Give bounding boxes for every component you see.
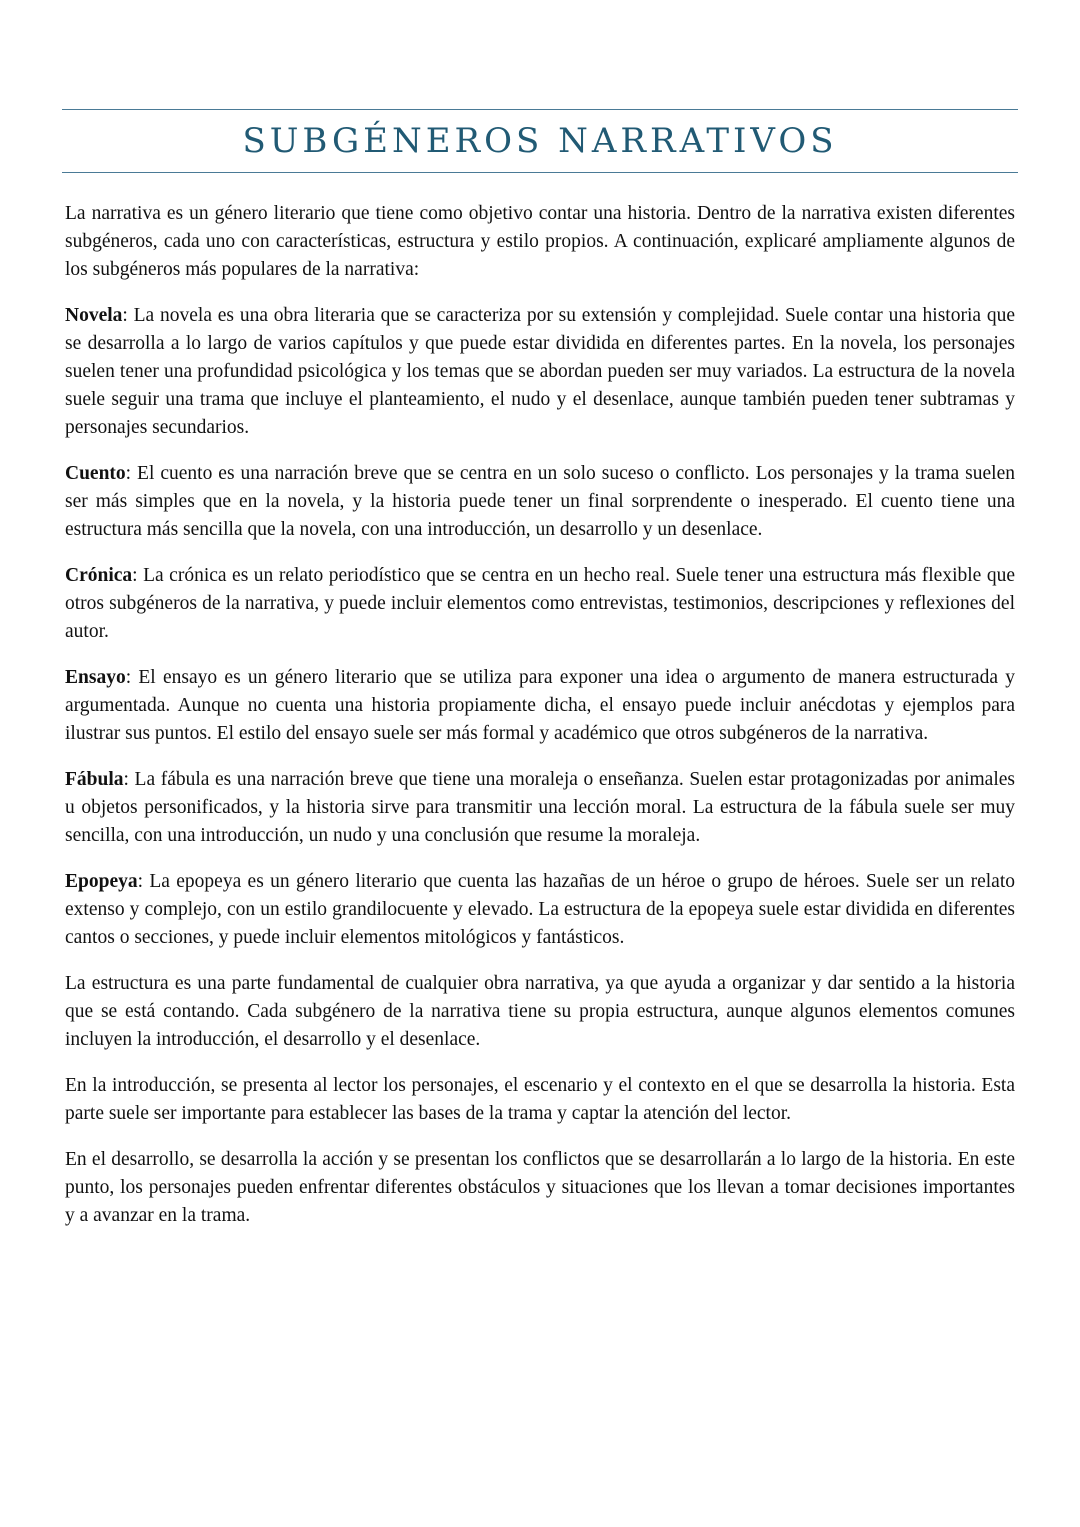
term-novela: Novela [65,305,123,326]
definition-cronica: La crónica es un relato periodístico que se centra en un hecho real. Suele tener una estructura más flexible que otros subgéneros de la narrativa, y puede incluir elementos como entrevistas, testimonios, descripciones y reflexiones del autor. [65,565,1015,642]
term-cronica: Crónica [65,565,133,586]
paragraph-novela [65,302,1015,442]
colon: : [137,871,144,892]
colon: : [125,463,132,484]
closing-paragraph-development: En el desarrollo, se desarrolla la acción y se presentan los conflictos que se desarrollarán a lo largo de la historia. En este punto, los personajes pueden enfrentar diferentes obstáculos y situaciones que los llevan a tomar decisiones importantes y a avanzar en la trama. [65,1149,1015,1226]
term-ensayo: Ensayo [65,667,126,688]
colon: : [125,667,132,688]
term-fabula: Fábula [65,769,124,790]
definition-cuento: El cuento es una narración breve que se centra en un solo suceso o conflicto. Los personajes y la trama suelen ser más simples que en la novela, y la historia puede tener un final sorprendente o inesperado. El cuento tiene una estructura más sencilla que la novela, con una introducción, un desarrollo y un desenlace. [65,463,1015,540]
definition-epopeya: La epopeya es un género literario que cuenta las hazañas de un héroe o grupo de héroes. Suele ser un relato extenso y complejo, con un estilo grandilocuente y elevado. La estructura de la epopeya suele estar dividida en diferentes cantos o secciones, y puede incluir elementos mitológicos y fantásticos. [65,871,1015,948]
page-title: SUBGÉNEROS NARRATIVOS [242,121,838,161]
paragraph-cuento [65,460,1015,544]
colon: : [123,769,129,790]
paragraph-epopeya [65,868,1015,952]
definition-novela: La novela es una obra literaria que se caracteriza por su extensión y complejidad. Suele contar una historia que se desarrolla a lo largo de varios capítulos y que puede estar dividida en diferentes partes. En la novela, los personajes suelen tener una profundidad psicológica y los temas que se abordan pueden ser muy variados. La estructura de la novela suele seguir una trama que incluye el planteamiento, el nudo y el desenlace, aunque también pueden tener subtramas y personajes secundarios. [65,305,1015,438]
closing-paragraph-structure: La estructura es una parte fundamental de cualquier obra narrativa, ya que ayuda a organizar y dar sentido a la historia que se está contando. Cada subgénero de la narrativa tiene su propia estructura, aunque algunos elementos comunes incluyen la introducción, el desarrollo y el desenlace. [65,973,1015,1050]
term-cuento: Cuento [65,463,126,484]
definition-ensayo: El ensayo es un género literario que se utiliza para exponer una idea o argumento de manera estructurada y argumentada. Aunque no cuenta una historia propiamente dicha, el ensayo puede incluir anécdotas y ejemplos para ilustrar sus puntos. El estilo del ensayo suele ser más formal y académico que otros subgéneros de la narrativa. [65,667,1015,744]
title-banner [62,109,1018,173]
paragraph-cronica [65,562,1015,646]
document-body [65,200,1015,1248]
paragraph-ensayo [65,664,1015,748]
paragraph-fabula [65,766,1015,850]
term-epopeya: Epopeya [65,871,138,892]
colon: : [132,565,138,586]
colon: : [122,305,128,326]
definition-fabula: La fábula es una narración breve que tiene una moraleja o enseñanza. Suelen estar protagonizadas por animales u objetos personificados, y la historia sirve para transmitir una lección moral. La estructura de la fábula suele ser muy sencilla, con una introducción, un nudo y una conclusión que resume la moraleja. [65,769,1015,846]
closing-paragraph-introduction: En la introducción, se presenta al lector los personajes, el escenario y el contexto en el que se desarrolla la historia. Esta parte suele ser importante para establecer las bases de la trama y captar la atención del lector. [65,1075,1015,1124]
intro-paragraph: La narrativa es un género literario que tiene como objetivo contar una historia. Dentro de la narrativa existen diferentes subgéneros, cada uno con características, estructura y estilo propios. A continuación, explicaré ampliamente algunos de los subgéneros más populares de la narrativa: [65,203,1015,280]
